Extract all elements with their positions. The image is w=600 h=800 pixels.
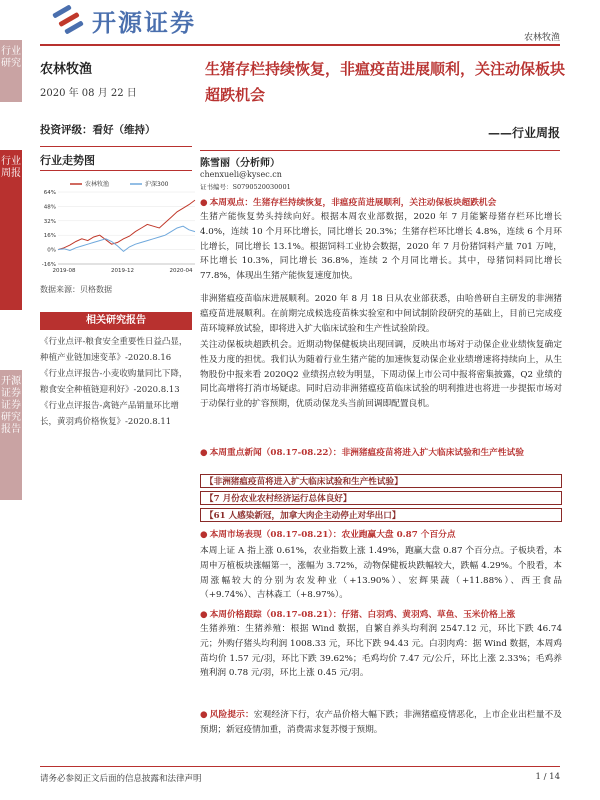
title-divider (200, 150, 560, 151)
bullet-icon: ● (200, 530, 208, 540)
bullet-icon: ● (200, 710, 208, 720)
series-line-0 (58, 200, 195, 250)
report-title: 生猪存栏持续恢复，非瘟疫苗进展顺利，关注动保板块超跌机会 (205, 60, 566, 104)
side-tab-weekly: 行业周报 (0, 150, 22, 310)
brand-logo (50, 4, 240, 36)
x-tick-label: 2020-04 (169, 268, 193, 274)
related-report-item[interactable]: 《行业点评报告-小麦收购量同比下降，粮食安全种植链迎利好》-2020.8.13 (40, 369, 188, 395)
category-tag: 农林牧渔 (523, 33, 560, 43)
risk-block: ● 风险提示：宏观经济下行，农产品价格大幅下跌；非洲猪瘟疫情恶化，上市企业出栏量不及预期；新冠疫情加重，消费需求复苏慢于预期。 (200, 710, 562, 735)
paragraph-vaccine: 非洲猪瘟疫苗临床进展顺利。2020 年 8 月 18 日从农业部获悉，由哈兽研自主研发的非洲猪瘟疫苗进展顺利。在前期完成候选疫苗株实验室和中间试制阶段研究的基础上，目前已完成疫苗环境释放试验，即将进入扩大临床试验和生产性试验阶段。 (200, 294, 562, 334)
news-item[interactable]: 【非洲猪瘟疫苗将进入扩大临床试验和生产性试验】 (200, 474, 562, 488)
bullet-icon: ● (200, 448, 208, 458)
investment-rating: 投资评级：看好（维持） (40, 124, 156, 136)
rating-divider (40, 146, 192, 147)
sector-name: 农林牧渔 (40, 62, 93, 77)
paragraph-capacity: 生猪产能恢复势头持续向好。根据本周农业部数据，2020 年 7 月能繁母猪存栏环比增长 4.0%，连续 10 个月环比增长，同比增长 20.3%；生猪存栏环比增长 4.8%，连续 6 个月环比增长，同比增长 13.1%。根据饲料工业协会数据，2020 年 7 月份猪饲料产量 701 万吨，环比增长 10.3%，同比增长 36.8%，连续 2 个月同比增长。其中，母猪饲料同比增长 77.8%，体现出生猪产能恢复速度加快。 (200, 212, 562, 282)
related-report-item[interactable]: 《行业点评-粮食安全重要性日益凸显，种植产业链加速变革》-2020.8.16 (40, 337, 188, 363)
related-reports-title: 相关研究报告 (40, 312, 192, 330)
footer-disclaimer: 请务必参阅正文后面的信息披露和法律声明 (40, 774, 202, 784)
view-heading: ● 本周观点：生猪存栏持续恢复，非瘟疫苗进展顺利，关注动保板块超跌机会 (200, 198, 497, 208)
data-source: 数据来源：贝格数据 (40, 285, 112, 294)
chart-lines (58, 200, 195, 251)
footer-divider (40, 766, 560, 767)
brand-name: 开源证券 (92, 8, 196, 37)
page-number: 1 / 14 (535, 772, 560, 782)
news-item[interactable]: 【7 月份农业农村经济运行总体良好】 (200, 491, 562, 505)
bullet-icon: ● (200, 198, 208, 208)
price-heading: ● 本周价格跟踪（08.17-08.21）：仔猪、白羽鸡、黄羽鸡、草鱼、玉米价格上涨 (200, 610, 516, 620)
author-name: 陈雪丽（分析师） (200, 158, 280, 169)
x-tick-label: 2019-12 (111, 268, 134, 274)
series-line-1 (58, 226, 195, 251)
related-report-item[interactable]: 《行业点评报告-禽链产品销量环比增长，黄羽鸡价格恢复》-2020.8.11 (40, 401, 179, 427)
trend-divider (40, 170, 192, 171)
chart-axes (42, 190, 195, 274)
report-type: ——行业周报 (487, 126, 560, 140)
chart-legend (70, 180, 169, 188)
paragraph-market: 本周上证 A 指上涨 0.61%，农业指数上涨 1.49%，跑赢大盘 0.87 个百分点。子板块看，本周申万植板块涨幅第一，涨幅为 3.72%，动物保健板块跌幅较大，跌幅 4.29%。个股看，本周涨幅较大的分别为农发种业（+13.90%）、宏辉果蔬（+11.88%）、西王食品（+9.74%）、吉林森工（+8.97%）。 (200, 546, 562, 601)
cert-number: 证书编号：S0790520030001 (200, 183, 291, 191)
y-tick-label: 0% (47, 247, 56, 254)
report-date: 2020 年 08 月 22 日 (40, 88, 137, 99)
side-tab-kysec: 开源证券 证券研究报告 (0, 370, 22, 500)
y-tick-label: 48% (43, 204, 56, 211)
trend-title: 行业走势图 (40, 154, 95, 167)
y-tick-label: 64% (43, 190, 56, 196)
paragraph-price: 生猪养殖：生猪养殖：根据 Wind 数据，自繁自养头均利润 2547.12 元，环比下跌 46.74 元；外购仔猪头均利润 1008.33 元，环比下跌 94.43 元。白羽肉鸡：据 Wind 数据，本周鸡苗均价 1.57 元/羽，环比下跌 39.62%；毛鸡均价 7.47 元/公斤，环比上涨 2.33%；毛鸡养殖利润 0.78 元/羽，环比上涨 0.45 元/羽。 (200, 624, 562, 679)
y-tick-label: 32% (43, 218, 56, 225)
trend-chart (30, 178, 200, 278)
news-heading: ● 本周重点新闻（08.17-08.22）：非洲猪瘟疫苗将进入扩大临床试验和生产性试验 (200, 448, 524, 458)
chart-grid (58, 192, 195, 264)
y-tick-label: -16% (41, 262, 56, 268)
x-tick-label: 2019-08 (52, 268, 76, 274)
header-divider (40, 44, 560, 46)
y-tick-label: 16% (43, 233, 56, 240)
logo-mark-icon (50, 5, 86, 35)
bullet-icon: ● (200, 610, 208, 620)
market-heading: ● 本周市场表现（08.17-08.21）：农业跑赢大盘 0.87 个百分点 (200, 530, 456, 540)
related-reports-list (40, 334, 192, 430)
legend-label: 沪深300 (145, 181, 169, 188)
paragraph-animal-health: 关注动保板块超跌机会。近期动物保健板块出现回调，反映出市场对于动保企业业绩恢复确定性及力度的担忧。我们认为随着行业生猪产能的加速恢复动保企业业绩增速将持续向上，从生物股份中报来看 2020Q2 业绩拐点较为明显，下周动保上市公司中报将密集披露，Q2 业绩的同比高增将打消市场疑虑。同时启动非洲猪瘟疫苗临床试验的明利推进也将进一步提振市场对于动保行业的扩容预期，优质动保龙头当前回调即配置良机。 (200, 340, 562, 410)
legend-label: 农林牧渔 (85, 181, 110, 188)
author-email[interactable]: chenxueli@kysec.cn (200, 170, 282, 179)
news-item[interactable]: 【61 人感染新冠，加拿大肉企主动停止对华出口】 (200, 508, 562, 522)
side-tab-industry-research: 行业研究 (0, 40, 22, 102)
